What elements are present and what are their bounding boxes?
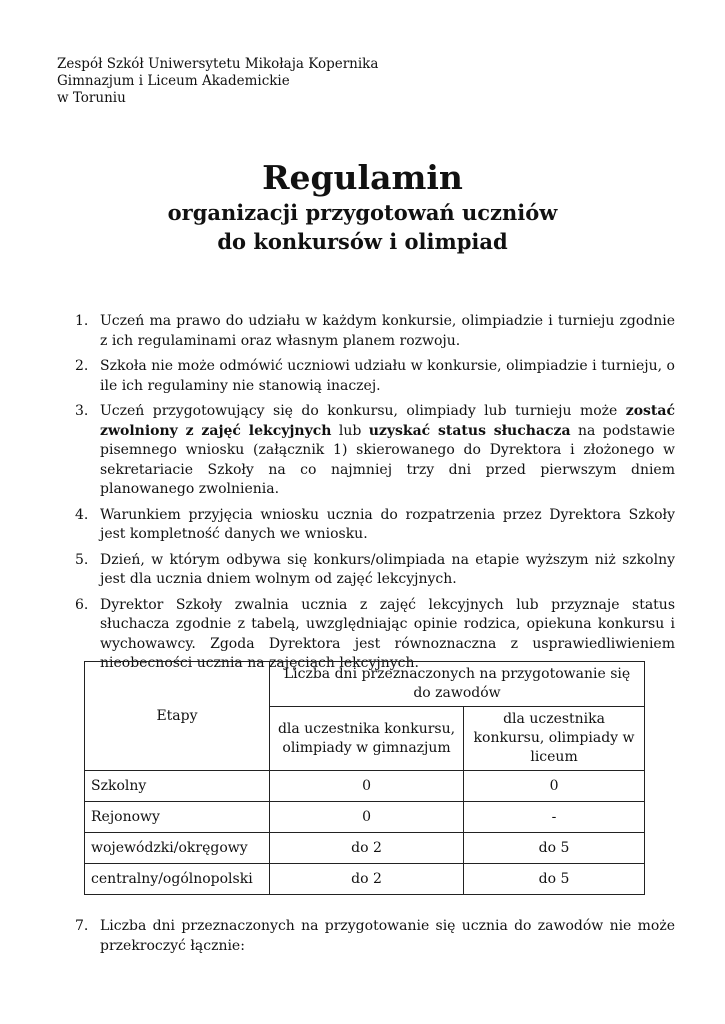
rule-text: Dyrektor Szkoły zwalnia ucznia z zajęć lekcyjnych lub przyznaje status słuchacza zgodnie z tabelą, uwzględniając opinie rodzica, opiekuna konkursu i wychowawcy. Zgoda Dyrektora jest równoznaczna z usprawiedliwieniem nieobecności ucznia na zajęciach lekcyjnych. <box>100 596 675 671</box>
rule-emphasis-exemption: zostać zwolniony z zajęć lekcyjnych <box>100 403 675 439</box>
table-cell-liceum: 0 <box>464 771 645 802</box>
table-cell-stage: Szkolny <box>85 771 270 802</box>
rule-text: Warunkiem przyjęcia wniosku ucznia do rozpatrzenia przez Dyrektora Szkoły jest kompletność danych we wniosku. <box>100 506 675 542</box>
rule-item <box>75 551 675 590</box>
table-row <box>85 771 645 802</box>
table-row <box>85 864 645 895</box>
school-name: Zespół Szkół Uniwersytetu Mikołaja Kopernika <box>57 56 379 72</box>
rule-number: 4. <box>75 506 89 523</box>
table-header-liceum: dla uczestnika konkursu, olimpiady w liceum <box>464 707 645 771</box>
subtitle-line-2: do konkursów i olimpiad <box>217 229 508 254</box>
table-header-row <box>85 662 645 707</box>
table-row <box>85 833 645 864</box>
rule-number: 6. <box>75 596 89 613</box>
table-cell-gimnazjum: 0 <box>270 802 464 833</box>
document-title: Regulamin <box>262 158 463 197</box>
table-header-gimnazjum: dla uczestnika konkursu, olimpiady w gimnazjum <box>270 707 464 771</box>
school-header <box>57 56 378 107</box>
subtitle-line-1: organizacji przygotowań uczniów <box>167 200 558 225</box>
rule-text: Liczba dni przeznaczonych na przygotowanie się ucznia do zawodów nie może przekroczyć łącznie: <box>100 918 675 954</box>
rules-list <box>75 312 675 674</box>
table-cell-stage: centralny/ogólnopolski <box>85 864 270 895</box>
table-cell-liceum: do 5 <box>464 833 645 864</box>
table-cell-stage: Rejonowy <box>85 802 270 833</box>
table-header-days: Liczba dni przeznaczonych na przygotowanie się do zawodów <box>270 662 645 707</box>
school-city: w Toruniu <box>57 90 126 106</box>
rule-item <box>75 312 675 351</box>
school-unit: Gimnazjum i Liceum Akademickie <box>57 73 290 89</box>
table-header-stage: Etapy <box>85 662 270 771</box>
rule-number: 3. <box>75 403 89 419</box>
rule-number: 1. <box>75 313 89 329</box>
rule-text: Uczeń ma prawo do udziału w każdym konkursie, olimpiadzie i turnieju zgodnie z ich regulaminami oraz własnym planem rozwoju. <box>100 313 675 349</box>
rule-text: Dzień, w którym odbywa się konkurs/olimpiada na etapie wyższym niż szkolny jest dla ucznia dniem wolnym od zajęć lekcyjnych. <box>100 551 675 587</box>
table-cell-gimnazjum: do 2 <box>270 864 464 895</box>
table-cell-stage: wojewódzki/okręgowy <box>85 833 270 864</box>
rule-text: Szkoła nie może odmówić uczniowi udziału w konkursie, olimpiadzie i turnieju, o ile ich regulaminy nie stanowią inaczej. <box>100 358 675 394</box>
rule-item-7 <box>75 917 675 956</box>
rule-text-part: Uczeń przygotowujący się do konkursu, olimpiady lub turnieju może <box>100 403 626 419</box>
days-table <box>84 661 645 895</box>
rule-item <box>75 917 675 956</box>
table-cell-liceum: - <box>464 802 645 833</box>
rule-number: 5. <box>75 551 89 568</box>
rule-item <box>75 402 675 500</box>
table-row <box>85 802 645 833</box>
rule-text-part: lub <box>331 422 369 439</box>
table-cell-gimnazjum: do 2 <box>270 833 464 864</box>
rule-item <box>75 506 675 545</box>
table-cell-gimnazjum: 0 <box>270 771 464 802</box>
rule-text <box>100 402 675 500</box>
rule-emphasis-listener-status: uzyskać status słuchacza <box>368 422 571 439</box>
table-cell-liceum: do 5 <box>464 864 645 895</box>
rule-number: 7. <box>75 918 89 934</box>
document-subtitle <box>0 198 725 256</box>
rule-number: 2. <box>75 358 89 374</box>
rule-item <box>75 357 675 396</box>
rule-text-part: na podstawie pisemnego wniosku (załącznik 1) skierowanego do Dyrektora i złożonego w sekretariacie Szkoły na co najmniej trzy dni przed pierwszym dniem planowanego zwolnienia. <box>100 422 675 497</box>
